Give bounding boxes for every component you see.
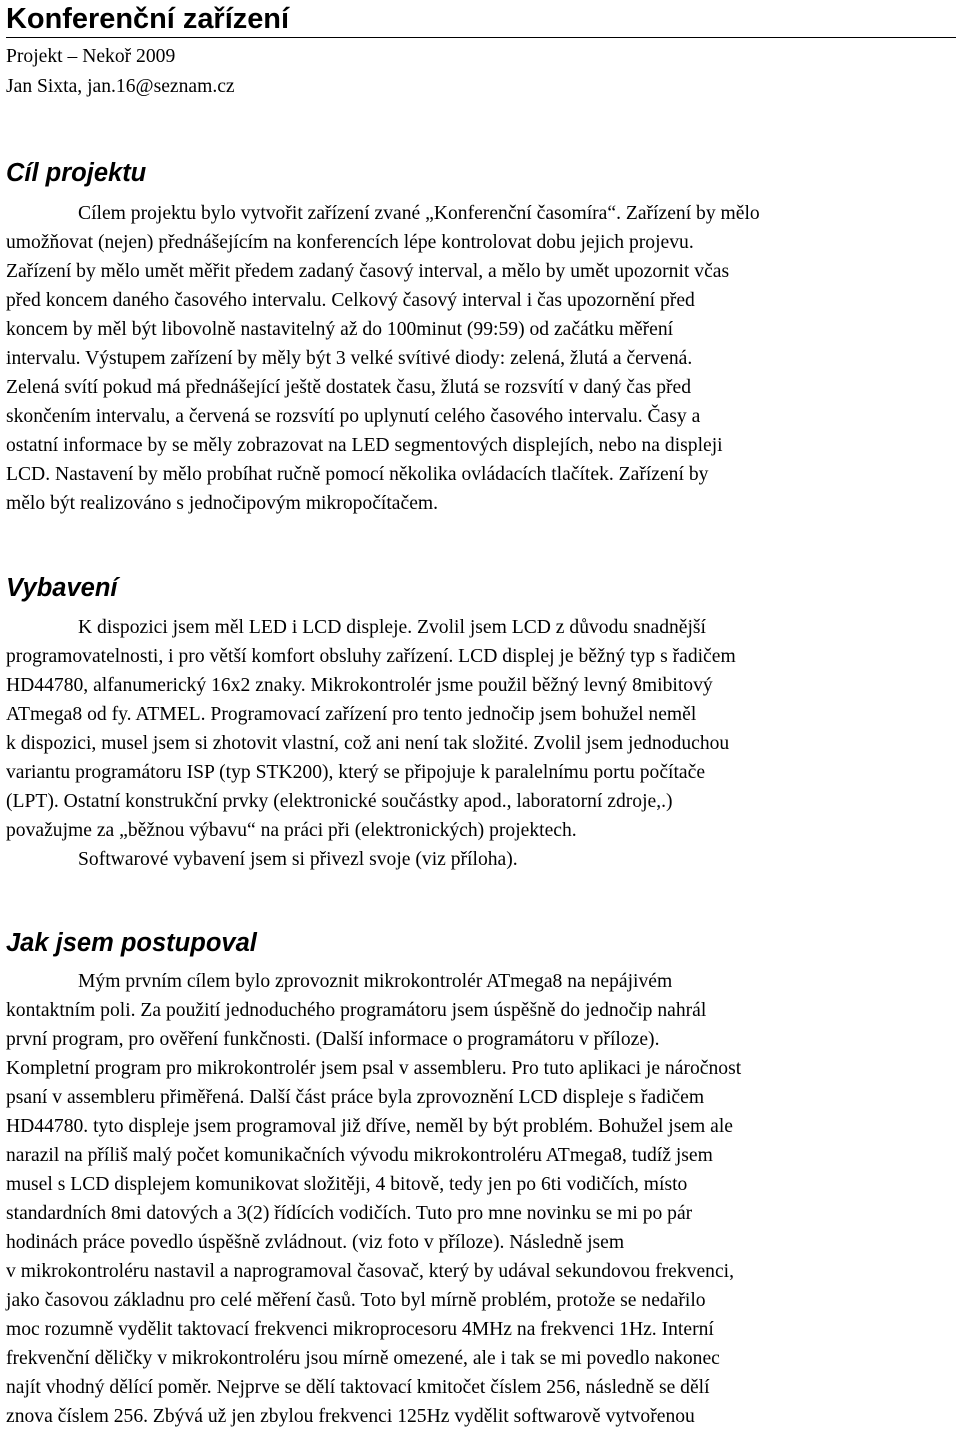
title-divider (6, 37, 956, 38)
paragraph-line: Kompletní program pro mikrokontrolér jsem psal v assembleru. Pro tuto aplikaci je náročnost (6, 1058, 742, 1079)
paragraph-line: (LPT). Ostatní konstrukční prvky (elektronické součástky apod., laboratorní zdroje,.) (6, 791, 673, 812)
paragraph-line: umožňovat (nejen) přednášejícím na konferencích lépe kontrolovat dobu jejich projevu. (6, 232, 694, 253)
paragraph-line: frekvenční děličky v mikrokontroléru jsou mírně omezené, ale i tak se mi povedlo nakonec (6, 1348, 720, 1369)
paragraph-line: první program, pro ověření funkčnosti. (Další informace o programátoru v příloze). (6, 1029, 660, 1050)
paragraph-line: standardních 8mi datových a 3(2) řídících vodičích. Tuto pro mne novinku se mi po pár (6, 1203, 693, 1224)
paragraph-line: k dispozici, musel jsem si zhotovit vlastní, což ani není tak složité. Zvolil jsem jednoduchou (6, 733, 730, 754)
paragraph-line: považujme za „běžnou výbavu“ na práci při (elektronických) projektech. (6, 820, 577, 841)
paragraph-line: intervalu. Výstupem zařízení by měly být 3 velké svítivé diody: zelená, žlutá a červená. (6, 348, 693, 369)
paragraph-line: Zařízení by mělo umět měřit předem zadaný časový interval, a mělo by umět upozornit včas (6, 261, 730, 282)
paragraph-line: K dispozici jsem měl LED i LCD displeje. Zvolil jsem LCD z důvodu snadnější (78, 617, 707, 638)
author-line: Jan Sixta, jan.16@seznam.cz (6, 76, 235, 97)
paragraph-line: HD44780. tyto displeje jsem programoval již dříve, neměl by být problém. Bohužel jsem ale (6, 1116, 733, 1137)
paragraph-line: Zelená svítí pokud má přednášející ještě dostatek času, žlutá se rozsvítí v daný čas před (6, 377, 692, 398)
paragraph-line: HD44780, alfanumerický 16x2 znaky. Mikrokontrolér jsme použil běžný levný 8mibitový (6, 675, 713, 696)
paragraph-line: ATmega8 od fy. ATMEL. Programovací zařízení pro tento jednočip jsem bohužel neměl (6, 704, 697, 725)
paragraph-line: LCD. Nastavení by mělo probíhat ručně pomocí několika ovládacích tlačítek. Zařízení by (6, 464, 709, 485)
paragraph-line: skončením intervalu, a červená se rozsvítí po uplynutí celého časového intervalu. Časy a (6, 406, 701, 427)
section-heading-vybaveni: Vybavení (6, 574, 118, 602)
paragraph-line: koncem by měl být libovolně nastavitelný až do 100minut (99:59) od začátku měření (6, 319, 674, 340)
paragraph-line: mělo být realizováno s jednočipovým mikropočítačem. (6, 493, 439, 514)
document-title: Konferenční zařízení (6, 3, 290, 35)
paragraph-line: Cílem projektu bylo vytvořit zařízení zvané „Konferenční časomíra“. Zařízení by mělo (78, 203, 760, 224)
paragraph-line: psaní v assembleru přiměřená. Další část práce byla zprovoznění LCD displeje s řadičem (6, 1087, 705, 1108)
paragraph-line: jako časovou základnu pro celé měření časů. Toto byl mírně problém, protože se nedařilo (6, 1290, 706, 1311)
section-heading-cil-projektu: Cíl projektu (6, 159, 147, 187)
paragraph-line: hodinách práce povedlo úspěšně zvládnout. (viz foto v příloze). Následně jsem (6, 1232, 625, 1253)
paragraph-line: najít vhodný dělící poměr. Nejprve se dělí taktovací kmitočet číslem 256, následně se dělí (6, 1377, 710, 1398)
paragraph-line: znova číslem 256. Zbývá už jen zbylou frekvenci 125Hz vydělit softwarově vytvořenou (6, 1406, 695, 1427)
paragraph-line: před koncem daného časového intervalu. Celkový časový interval i čas upozornění před (6, 290, 695, 311)
paragraph-line: musel s LCD displejem komunikovat složitěji, 4 bitově, tedy jen po 6ti vodičích, místo (6, 1174, 688, 1195)
paragraph-line: programovatelnosti, i pro větší komfort obsluhy zařízení. LCD displej je běžný typ s řadičem (6, 646, 736, 667)
project-line: Projekt – Nekoř 2009 (6, 46, 176, 67)
paragraph-line: ostatní informace by se měly zobrazovat na LED segmentových displejích, nebo na displeji (6, 435, 723, 456)
paragraph-line: variantu programátoru ISP (typ STK200), který se připojuje k paralelnímu portu počítače (6, 762, 706, 783)
paragraph-line: v mikrokontroléru nastavil a naprogramoval časovač, který by udával sekundovou frekvenci, (6, 1261, 735, 1282)
paragraph-line: Mým prvním cílem bylo zprovoznit mikrokontrolér ATmega8 na nepájivém (78, 971, 673, 992)
paragraph-line: kontaktním poli. Za použití jednoduchého programátoru jsem úspěšně do jednočip nahrál (6, 1000, 707, 1021)
paragraph-line: moc rozumně vydělit taktovací frekvenci mikroprocesoru 4MHz na frekvenci 1Hz. Interní (6, 1319, 714, 1340)
paragraph-line: narazil na příliš malý počet komunikačních vývodu mikrokontroléru ATmega8, tudíž jsem (6, 1145, 713, 1166)
paragraph-line: Softwarové vybavení jsem si přivezl svoje (viz příloha). (78, 849, 518, 870)
section-heading-jak-jsem-postupoval: Jak jsem postupoval (6, 929, 257, 957)
